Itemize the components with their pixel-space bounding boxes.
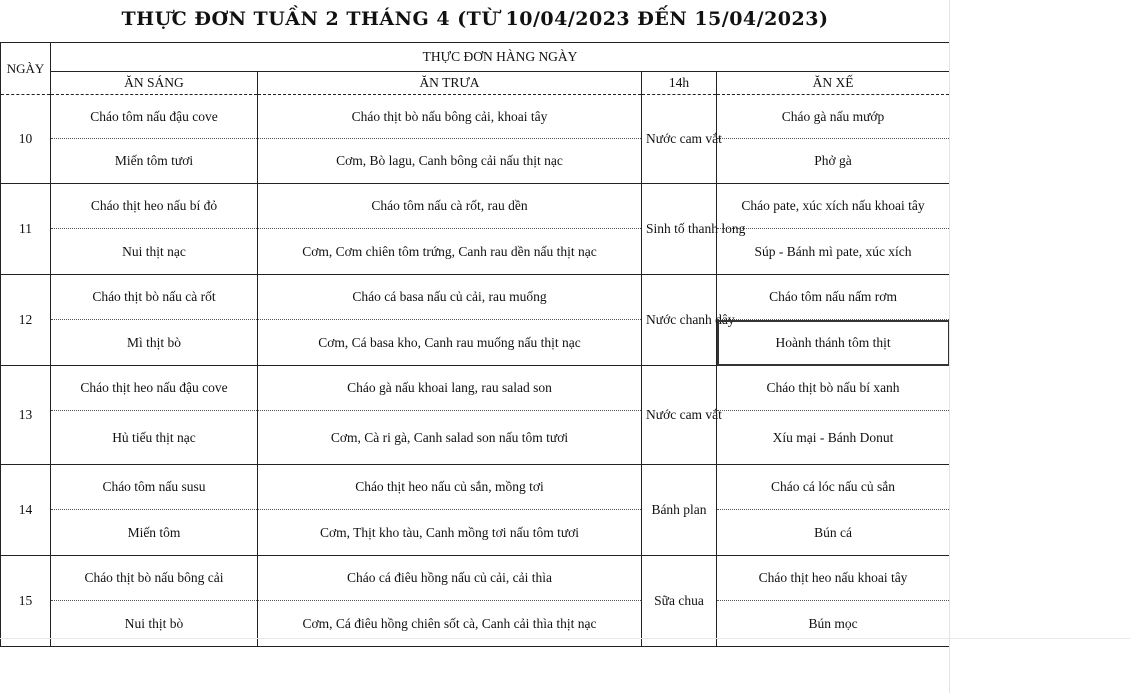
table-row bbox=[1, 556, 950, 601]
day-cell[interactable]: 10 bbox=[1, 95, 51, 184]
an-sang-cell[interactable]: Cháo tôm nấu đậu cove bbox=[51, 95, 258, 139]
an-xe-cell[interactable]: Cháo tôm nấu nấm rơm bbox=[717, 275, 950, 320]
sheet-bottom-gridline bbox=[0, 638, 1130, 639]
an-sang-cell[interactable]: Nui thịt nạc bbox=[51, 229, 258, 275]
drink-14h-cell[interactable]: Sinh tố thanh long bbox=[642, 184, 717, 275]
drink-14h-cell[interactable]: Nước chanh dây bbox=[642, 275, 717, 366]
an-sang-cell[interactable]: Cháo thịt heo nấu đậu cove bbox=[51, 366, 258, 411]
header-an-xe[interactable]: ĂN XẾ bbox=[717, 72, 950, 95]
table-row bbox=[1, 320, 950, 366]
header-row-2 bbox=[1, 72, 950, 95]
an-trua-cell[interactable]: Cơm, Cà ri gà, Canh salad son nấu tôm tươi bbox=[258, 411, 642, 465]
header-an-trua[interactable]: ĂN TRƯA bbox=[258, 72, 642, 95]
an-sang-cell[interactable]: Nui thịt bò bbox=[51, 601, 258, 647]
an-trua-cell[interactable]: Cơm, Cá basa kho, Canh rau muống nấu thịt nạc bbox=[258, 320, 642, 366]
table-row bbox=[1, 184, 950, 229]
table-row bbox=[1, 229, 950, 275]
an-xe-cell[interactable]: Bún cá bbox=[717, 510, 950, 556]
page-title: THỰC ĐƠN TUẦN 2 THÁNG 4 (TỪ 10/04/2023 ĐẾN 15/04/2023) bbox=[121, 8, 829, 30]
an-xe-cell[interactable]: Cháo gà nấu mướp bbox=[717, 95, 950, 139]
table-row bbox=[1, 95, 950, 139]
an-sang-cell[interactable]: Cháo thịt bò nấu bông cải bbox=[51, 556, 258, 601]
table-row bbox=[1, 139, 950, 184]
an-xe-cell[interactable]: Bún mọc bbox=[717, 601, 950, 647]
table-row bbox=[1, 366, 950, 411]
an-trua-cell[interactable]: Cháo tôm nấu cà rốt, rau dền bbox=[258, 184, 642, 229]
table-row bbox=[1, 275, 950, 320]
an-trua-cell[interactable]: Cháo thịt heo nấu củ sắn, mồng tơi bbox=[258, 465, 642, 510]
an-trua-cell[interactable]: Cơm, Cá điêu hồng chiên sốt cà, Canh cải thìa thịt nạc bbox=[258, 601, 642, 647]
an-xe-cell[interactable]: Phở gà bbox=[717, 139, 950, 184]
an-xe-cell[interactable]: Cháo cá lóc nấu củ sắn bbox=[717, 465, 950, 510]
an-sang-cell[interactable]: Miến tôm tươi bbox=[51, 139, 258, 184]
day-cell[interactable]: 11 bbox=[1, 184, 51, 275]
drink-14h-cell[interactable]: Bánh plan bbox=[642, 465, 717, 556]
table-row bbox=[1, 510, 950, 556]
an-xe-cell[interactable]: Hoành thánh tôm thịt bbox=[717, 320, 950, 366]
an-sang-cell[interactable]: Cháo thịt bò nấu cà rốt bbox=[51, 275, 258, 320]
an-xe-cell[interactable]: Xíu mại - Bánh Donut bbox=[717, 411, 950, 465]
an-trua-cell[interactable]: Cháo gà nấu khoai lang, rau salad son bbox=[258, 366, 642, 411]
an-trua-cell[interactable]: Cháo cá basa nấu củ cải, rau muống bbox=[258, 275, 642, 320]
an-xe-cell[interactable]: Súp - Bánh mì pate, xúc xích bbox=[717, 229, 950, 275]
day-cell[interactable]: 15 bbox=[1, 556, 51, 647]
day-cell[interactable]: 12 bbox=[1, 275, 51, 366]
an-trua-cell[interactable]: Cháo cá điêu hồng nấu củ cải, cải thìa bbox=[258, 556, 642, 601]
menu-table bbox=[0, 42, 950, 647]
drink-14h-cell[interactable]: Nước cam vắt bbox=[642, 366, 717, 465]
day-cell[interactable]: 14 bbox=[1, 465, 51, 556]
drink-14h-cell[interactable]: Sữa chua bbox=[642, 556, 717, 647]
an-sang-cell[interactable]: Miến tôm bbox=[51, 510, 258, 556]
header-an-sang[interactable]: ĂN SÁNG bbox=[51, 72, 258, 95]
header-row-1 bbox=[1, 43, 950, 72]
an-sang-cell[interactable]: Cháo tôm nấu susu bbox=[51, 465, 258, 510]
table-row bbox=[1, 411, 950, 465]
an-trua-cell[interactable]: Cơm, Thịt kho tàu, Canh mồng tơi nấu tôm tươi bbox=[258, 510, 642, 556]
an-trua-cell[interactable]: Cơm, Cơm chiên tôm trứng, Canh rau dền nấu thịt nạc bbox=[258, 229, 642, 275]
table-row bbox=[1, 601, 950, 647]
header-14h[interactable]: 14h bbox=[642, 72, 717, 95]
an-sang-cell[interactable]: Mì thịt bò bbox=[51, 320, 258, 366]
an-xe-cell[interactable]: Cháo pate, xúc xích nấu khoai tây bbox=[717, 184, 950, 229]
an-trua-cell[interactable]: Cơm, Bò lagu, Canh bông cải nấu thịt nạc bbox=[258, 139, 642, 184]
drink-14h-cell[interactable]: Nước cam vắt bbox=[642, 95, 717, 184]
an-sang-cell[interactable]: Hủ tiếu thịt nạc bbox=[51, 411, 258, 465]
an-sang-cell[interactable]: Cháo thịt heo nấu bí đỏ bbox=[51, 184, 258, 229]
table-row bbox=[1, 465, 950, 510]
an-xe-cell[interactable]: Cháo thịt heo nấu khoai tây bbox=[717, 556, 950, 601]
sheet-right-edge bbox=[949, 0, 950, 693]
day-cell[interactable]: 13 bbox=[1, 366, 51, 465]
header-ngay[interactable]: NGÀY bbox=[1, 43, 51, 95]
header-thuc-don[interactable]: THỰC ĐƠN HÀNG NGÀY bbox=[51, 43, 950, 72]
an-trua-cell[interactable]: Cháo thịt bò nấu bông cải, khoai tây bbox=[258, 95, 642, 139]
an-xe-cell[interactable]: Cháo thịt bò nấu bí xanh bbox=[717, 366, 950, 411]
